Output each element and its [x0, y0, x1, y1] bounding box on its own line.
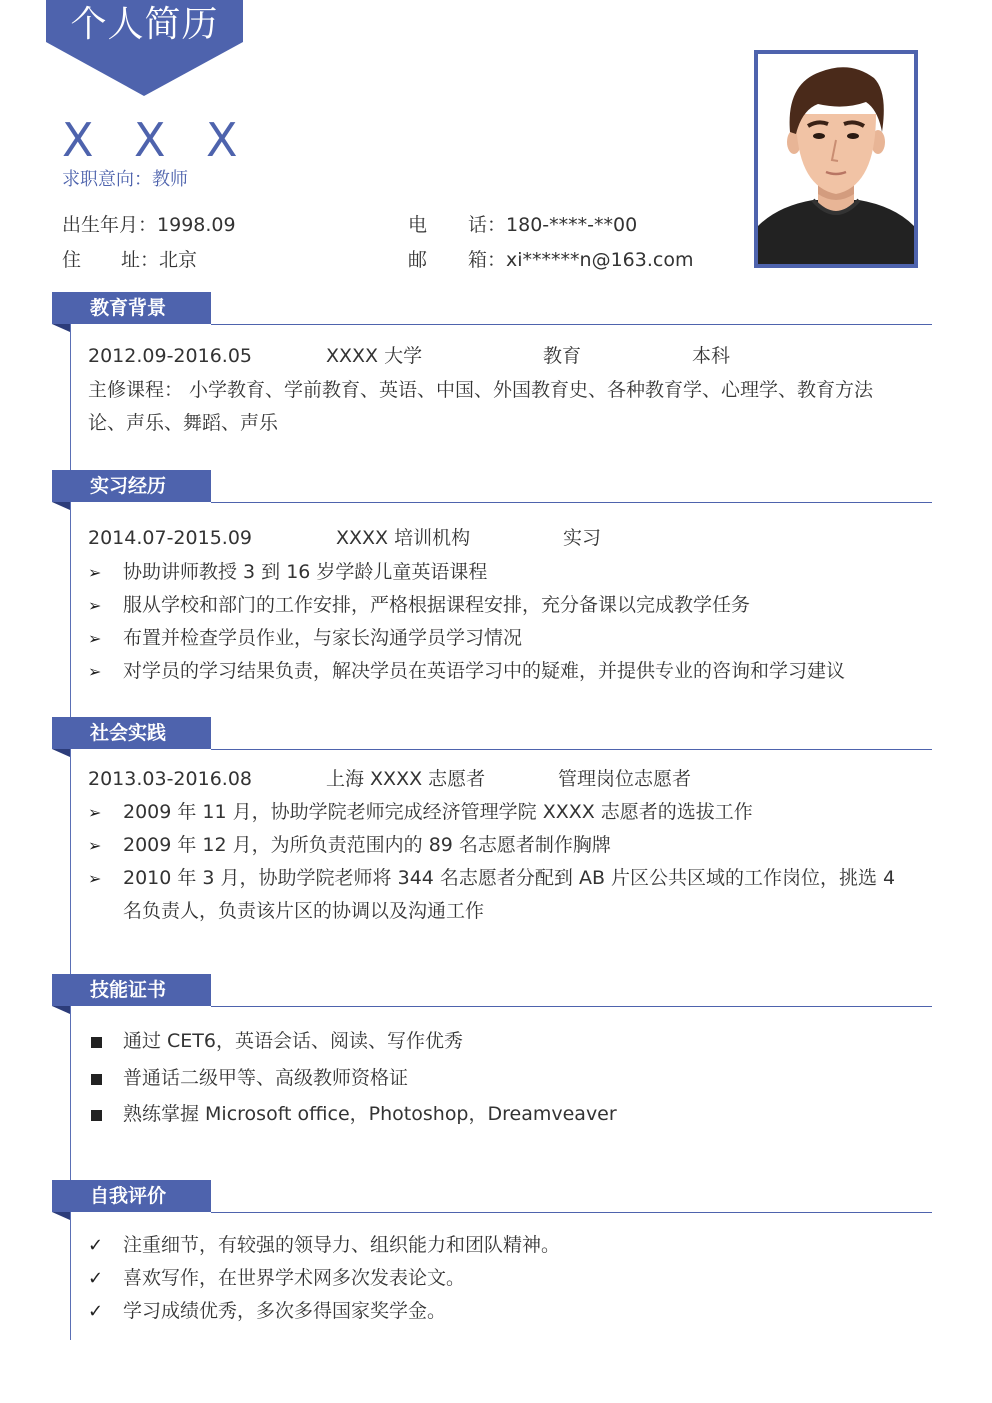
- section-rule: [211, 502, 932, 503]
- section-rule: [211, 1006, 932, 1007]
- address-label-2: 址：: [121, 249, 160, 271]
- list-item: [88, 1229, 918, 1262]
- section-rule: [211, 324, 932, 325]
- tab-fold: [52, 1212, 70, 1220]
- square-bullet-icon: [91, 1037, 102, 1048]
- title-banner: [46, 0, 243, 96]
- candidate-name: [62, 112, 278, 168]
- practice-item: 2009 年 12 月，为所负责范围内的 89 名志愿者制作胸牌: [123, 834, 611, 856]
- list-item: [88, 1262, 918, 1295]
- practice-item: 2010 年 3 月，协助学院老师将 344 名志愿者分配到 AB 片区公共区域的工作岗位，挑选 4: [123, 867, 896, 889]
- list-item: [88, 829, 928, 862]
- list-item: [88, 622, 918, 655]
- skill-item: 普通话二级甲等、高级教师资格证: [123, 1067, 409, 1089]
- section-rule: [211, 1212, 932, 1213]
- avatar-illustration: [758, 54, 914, 264]
- phone-info: [408, 212, 637, 238]
- education-school: XXXX 大学: [326, 345, 423, 367]
- internship-org: XXXX 培训机构: [336, 527, 471, 549]
- internship-item: 协助讲师教授 3 到 16 岁学龄儿童英语课程: [123, 561, 488, 583]
- job-intent: 求职意向：教师: [62, 169, 188, 190]
- list-item: [88, 556, 918, 589]
- list-item: [88, 589, 918, 622]
- square-bullet-icon: [91, 1110, 102, 1121]
- list-item: [88, 655, 918, 688]
- self-eval-item: 学习成绩优秀，多次多得国家奖学金。: [123, 1300, 447, 1322]
- check-icon: ✓: [88, 1235, 104, 1256]
- arrow-bullet-icon: ➢: [88, 803, 102, 822]
- internship-role: 实习: [563, 527, 602, 549]
- education-period: 2012.09-2016.05: [88, 345, 252, 367]
- list-item: [88, 1025, 918, 1058]
- section-self-eval-header: [52, 1180, 932, 1220]
- profile-photo: [754, 50, 918, 268]
- resume-title: 个人简历: [70, 4, 219, 45]
- education-degree: 本科: [692, 345, 731, 367]
- check-icon: ✓: [88, 1301, 104, 1322]
- section-title-internship: 实习经历: [52, 470, 211, 502]
- section-internship-header: [52, 470, 932, 510]
- email-info: [408, 247, 693, 273]
- check-icon: ✓: [88, 1268, 104, 1289]
- email-label-1: 邮: [408, 249, 428, 271]
- arrow-bullet-icon: ➢: [88, 869, 102, 888]
- section-title-self-eval: 自我评价: [52, 1180, 211, 1212]
- birth-label: 出生年月：: [62, 214, 158, 236]
- practice-org: 上海 XXXX 志愿者: [326, 768, 486, 790]
- birth-info: [62, 212, 236, 238]
- address-info: [62, 247, 197, 273]
- internship-period: 2014.07-2015.09: [88, 527, 252, 549]
- section-rule: [211, 749, 932, 750]
- email-value: xi******n@163.com: [506, 249, 694, 271]
- list-item-continued: [88, 895, 928, 928]
- practice-role: 管理岗位志愿者: [558, 768, 692, 790]
- section-skills-header: [52, 974, 932, 1014]
- list-item: [88, 862, 928, 895]
- address-label-1: 住: [62, 249, 82, 271]
- education-courses-line2: 论、声乐、舞蹈、声乐: [88, 412, 279, 434]
- education-courses-line1: 主修课程： 小学教育、学前教育、英语、中国、外国教育史、各种教育学、心理学、教育方法: [88, 379, 874, 401]
- tab-fold: [52, 749, 70, 757]
- name-char: X: [206, 113, 238, 167]
- internship-item: 服从学校和部门的工作安排，严格根据课程安排，充分备课以完成教学任务: [123, 594, 751, 616]
- name-char: X: [62, 113, 94, 167]
- phone-label-1: 电: [408, 214, 428, 236]
- self-eval-item: 喜欢写作，在世界学术网多次发表论文。: [123, 1267, 466, 1289]
- section-title-practice: 社会实践: [52, 717, 211, 749]
- arrow-bullet-icon: ➢: [88, 563, 102, 582]
- arrow-bullet-icon: ➢: [88, 629, 102, 648]
- arrow-bullet-icon: ➢: [88, 662, 102, 681]
- section-education-header: [52, 292, 932, 332]
- email-label-2: 箱：: [468, 249, 507, 271]
- list-item: [88, 796, 928, 829]
- skill-item: 通过 CET6，英语会话、阅读、写作优秀: [123, 1030, 464, 1052]
- section-practice-header: [52, 717, 932, 757]
- list-item: [88, 1098, 918, 1131]
- arrow-bullet-icon: ➢: [88, 596, 102, 615]
- address-value: 北京: [159, 249, 198, 271]
- arrow-bullet-icon: ➢: [88, 836, 102, 855]
- phone-value: 180-****-**00: [506, 214, 638, 236]
- phone-label-2: 话：: [468, 214, 507, 236]
- birth-value: 1998.09: [157, 214, 236, 236]
- name-char: X: [134, 113, 166, 167]
- internship-item: 布置并检查学员作业，与家长沟通学员学习情况: [123, 627, 523, 649]
- practice-item: 名负责人，负责该片区的协调以及沟通工作: [123, 900, 485, 922]
- internship-item: 对学员的学习结果负责，解决学员在英语学习中的疑难，并提供专业的咨询和学习建议: [123, 660, 846, 682]
- square-bullet-icon: [91, 1074, 102, 1085]
- list-item: [88, 1062, 918, 1095]
- skill-item: 熟练掌握 Microsoft office，Photoshop，Dreamveaver: [123, 1103, 617, 1125]
- practice-period: 2013.03-2016.08: [88, 768, 252, 790]
- self-eval-item: 注重细节，有较强的领导力、组织能力和团队精神。: [123, 1234, 561, 1256]
- practice-item: 2009 年 11 月，协助学院老师完成经济管理学院 XXXX 志愿者的选拔工作: [123, 801, 753, 823]
- section-title-education: 教育背景: [52, 292, 211, 324]
- tab-fold: [52, 1006, 70, 1014]
- tab-fold: [52, 502, 70, 510]
- list-item: [88, 1295, 918, 1328]
- section-title-skills: 技能证书: [52, 974, 211, 1006]
- education-major: 教育: [543, 345, 582, 367]
- tab-fold: [52, 324, 70, 332]
